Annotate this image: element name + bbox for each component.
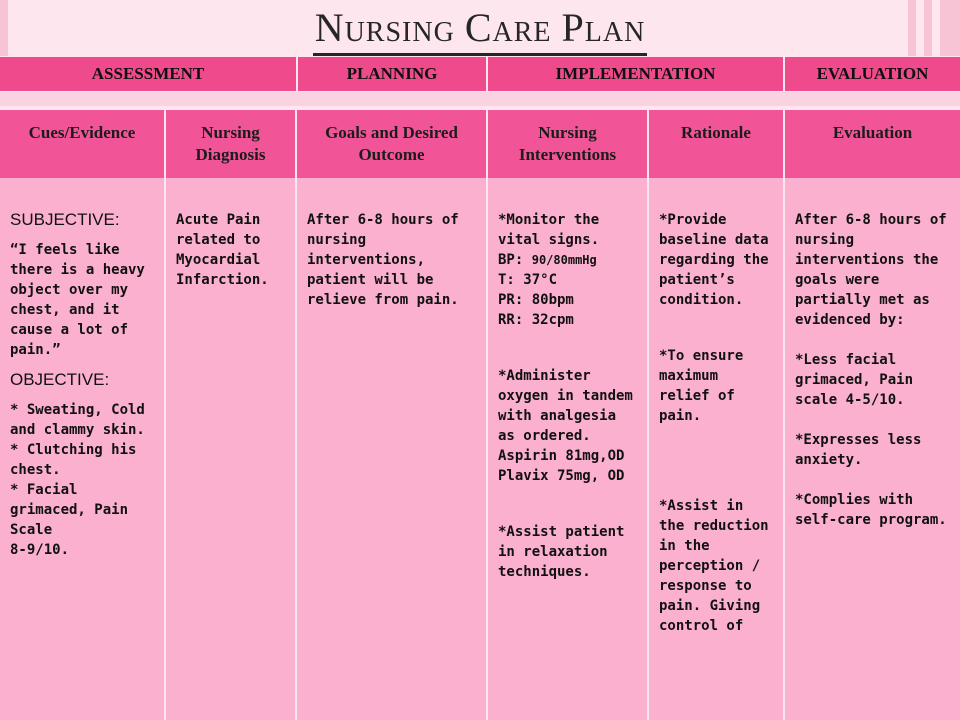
title-word: URSING bbox=[344, 17, 455, 48]
vital-bp-value: 90/80mmHg bbox=[531, 253, 597, 267]
col-header-cues: Cues/Evidence bbox=[0, 110, 166, 178]
diagnosis-text: Acute Pain related to Myocardial Infarction. bbox=[176, 212, 269, 288]
intervention-monitor: *Monitor the vital signs. bbox=[498, 212, 600, 248]
table-header-row bbox=[0, 108, 960, 178]
col-header-goals: Goals and Desired Outcome bbox=[297, 110, 488, 178]
evaluation-3: *Expresses less anxiety. bbox=[795, 432, 922, 468]
vital-pr: PR: 80bpm bbox=[498, 292, 574, 308]
subjective-text: “I feels like there is a heavy object over my chest, and it cause a lot of pain.” bbox=[10, 242, 145, 358]
care-plan-table bbox=[0, 108, 960, 720]
phase-implementation: IMPLEMENTATION bbox=[488, 57, 785, 91]
cell-rationale bbox=[649, 178, 785, 720]
phase-header bbox=[0, 57, 960, 91]
vital-temp: T: 37°C bbox=[498, 272, 558, 288]
title-letter: N bbox=[314, 5, 345, 50]
rationale-2: *To ensure maximum relief of pain. bbox=[659, 348, 744, 424]
cell-diagnosis bbox=[166, 178, 297, 720]
title-word: LAN bbox=[584, 17, 646, 48]
objective-text: * Sweating, Cold and clammy skin. * Clutching his chest. * Facial grimaced, Pain Scale 8-9/10. bbox=[10, 402, 145, 558]
phase-planning: PLANNING bbox=[298, 57, 488, 91]
objective-label: OBJECTIVE: bbox=[10, 370, 110, 389]
rationale-3: *Assist in the reduction in the perception / response to pain. Giving control of bbox=[659, 498, 769, 634]
evaluation-2: *Less facial grimaced, Pain scale 4-5/10. bbox=[795, 352, 914, 408]
intervention-oxygen: *Administer oxygen in tandem with analgesia as ordered. Aspirin 81mg,OD Plavix 75mg, OD bbox=[498, 368, 633, 484]
intervention-relaxation: *Assist patient in relaxation techniques. bbox=[498, 524, 625, 580]
cell-interventions bbox=[488, 178, 649, 720]
vital-rr: RR: 32cpm bbox=[498, 312, 574, 328]
evaluation-1: After 6-8 hours of nursing interventions the goals were partially met as evidenced by: bbox=[795, 212, 947, 328]
page-title bbox=[313, 5, 648, 56]
page-title-wrap bbox=[0, 0, 960, 56]
cell-cues bbox=[0, 178, 166, 720]
col-header-rationale: Rationale bbox=[649, 110, 785, 178]
cell-goals bbox=[297, 178, 488, 720]
phase-assessment: ASSESSMENT bbox=[0, 57, 298, 91]
title-letter: C bbox=[464, 5, 493, 50]
goals-text: After 6-8 hours of nursing interventions, patient will be relieve from pain. bbox=[307, 212, 459, 308]
table-row bbox=[0, 178, 960, 720]
title-word: ARE bbox=[492, 17, 552, 48]
evaluation-4: *Complies with self-care program. bbox=[795, 492, 947, 528]
title-letter: P bbox=[561, 5, 585, 50]
rationale-1: *Provide baseline data regarding the patient’s condition. bbox=[659, 212, 769, 308]
col-header-evaluation: Evaluation bbox=[832, 123, 913, 142]
col-header-diagnosis: Nursing Diagnosis bbox=[166, 110, 297, 178]
background-stripe bbox=[0, 92, 960, 106]
subjective-label: SUBJECTIVE: bbox=[10, 210, 120, 229]
cell-evaluation bbox=[785, 178, 960, 720]
vital-bp bbox=[498, 250, 639, 270]
col-header-interventions: Nursing Interventions bbox=[488, 110, 649, 178]
phase-evaluation: EVALUATION bbox=[816, 64, 929, 83]
vital-bp-label: BP: bbox=[498, 252, 532, 268]
